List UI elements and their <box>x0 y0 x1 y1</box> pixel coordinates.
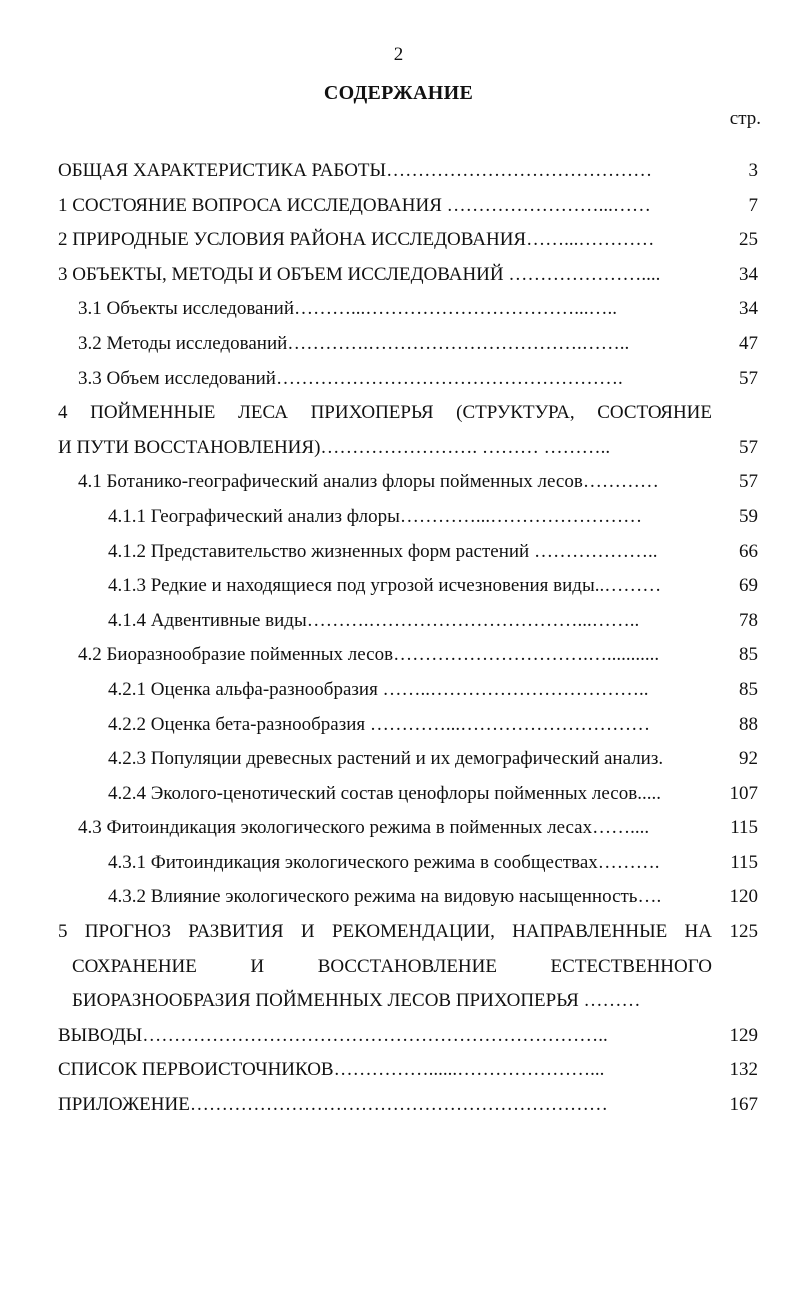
toc-entry-page: 78 <box>739 609 758 631</box>
toc-entry <box>58 638 758 673</box>
toc-entry <box>58 223 758 258</box>
toc-entry <box>58 742 758 777</box>
toc-entry-page: 92 <box>739 748 758 770</box>
toc-entry-page: 57 <box>739 471 758 493</box>
toc-entry <box>58 811 758 846</box>
toc-entry-title: 4 ПОЙМЕННЫЕ ЛЕСА ПРИХОПЕРЬЯ (СТРУКТУРА, СОСТОЯНИЕ <box>58 402 712 424</box>
toc-entry-page: 132 <box>729 1059 758 1081</box>
toc-entry-page: 129 <box>729 1024 758 1046</box>
page-title: СОДЕРЖАНИЕ <box>323 82 474 104</box>
toc-entry <box>58 1019 758 1054</box>
toc-entry <box>58 292 758 327</box>
toc-entry-title: И ПУТИ ВОССТАНОВЛЕНИЯ)……………………. ……… ……….. <box>58 436 611 458</box>
toc-entry-title: 4.1.4 Адвентивные виды……….……………………………...…….. <box>108 609 640 631</box>
toc-entry-page: 125 <box>729 921 758 943</box>
toc-entry-title: 4.2.3 Популяции древесных растений и их демографический анализ. <box>108 748 664 770</box>
page-column-label: стр. <box>729 108 761 129</box>
toc-entry-title: 4.2 Биоразнообразие пойменных лесов………………………….…........... <box>78 644 660 666</box>
toc-entry <box>58 189 758 224</box>
toc-entry-page: 115 <box>730 851 758 873</box>
toc-entry-page: 34 <box>739 263 758 285</box>
table-of-contents <box>58 154 758 1123</box>
toc-entry-title: 4.1.1 Географический анализ флоры…………...…………………… <box>108 505 643 527</box>
toc-entry <box>58 500 758 535</box>
toc-entry-title: 3 ОБЪЕКТЫ, МЕТОДЫ И ОБЪЕМ ИССЛЕДОВАНИЙ ………………….... <box>58 263 661 285</box>
toc-entry-title: 3.2 Методы исследований………….…………………………….…….. <box>78 332 630 354</box>
toc-entry-title: 4.2.4 Эколого-ценотический состав ценофлоры пойменных лесов..... <box>108 782 661 804</box>
toc-entry-title: 5 ПРОГНОЗ РАЗВИТИЯ И РЕКОМЕНДАЦИИ, НАПРАВЛЕННЫЕ НА <box>58 921 712 943</box>
toc-entry-page: 34 <box>739 298 758 320</box>
toc-entry-title: 3.1 Объекты исследований………...……………………………...….. <box>78 298 617 320</box>
toc-entry <box>58 708 758 743</box>
toc-entry-title: 3.3 Объем исследований………………………………………………. <box>78 367 623 389</box>
toc-entry-title: ПРИЛОЖЕНИЕ………………………………………………………… <box>58 1094 608 1116</box>
toc-entry <box>58 362 758 397</box>
toc-entry <box>58 673 758 708</box>
toc-entry-title: 4.1.2 Представительство жизненных форм растений ……………….. <box>108 540 658 562</box>
toc-entry <box>58 327 758 362</box>
toc-entry-title: 2 ПРИРОДНЫЕ УСЛОВИЯ РАЙОНА ИССЛЕДОВАНИЯ……...………… <box>58 229 655 251</box>
toc-entry-page: 7 <box>748 194 758 216</box>
toc-entry <box>58 777 758 812</box>
toc-entry-title: 4.3.1 Фитоиндикация экологического режима в сообществах………. <box>108 851 660 873</box>
toc-entry <box>58 880 758 915</box>
toc-entry-page: 57 <box>739 367 758 389</box>
toc-entry-page: 85 <box>739 678 758 700</box>
toc-entry-title: 4.2.2 Оценка бета-разнообразия …………...………………………… <box>108 713 651 735</box>
toc-entry-title: СПИСОК ПЕРВОИСТОЧНИКОВ……………......…………………... <box>58 1059 605 1081</box>
toc-entry-page: 107 <box>729 782 758 804</box>
toc-entry <box>58 431 758 466</box>
toc-entry-page: 57 <box>739 436 758 458</box>
toc-entry-page: 85 <box>739 644 758 666</box>
toc-entry-title: 4.3 Фитоиндикация экологического режима в пойменных лесах…….... <box>78 817 650 839</box>
toc-entry-page: 47 <box>739 332 758 354</box>
toc-entry <box>58 950 758 985</box>
toc-entry <box>58 604 758 639</box>
toc-entry <box>58 846 758 881</box>
toc-entry-title: 4.1 Ботанико-географический анализ флоры пойменных лесов………… <box>78 471 659 493</box>
toc-entry <box>58 1088 758 1123</box>
toc-entry-title: ОБЩАЯ ХАРАКТЕРИСТИКА РАБОТЫ…………………………………… <box>58 160 653 181</box>
toc-entry-page: 3 <box>748 160 758 181</box>
toc-entry <box>58 984 758 1019</box>
toc-entry-title: 4.3.2 Влияние экологического режима на видовую насыщенность…. <box>108 886 662 908</box>
toc-entry-page: 167 <box>729 1094 758 1116</box>
toc-entry-page: 115 <box>730 817 758 839</box>
toc-entry-title: 4.2.1 Оценка альфа-разнообразия ……..…………………………….. <box>108 678 649 700</box>
toc-entry <box>58 465 758 500</box>
toc-entry-title: СОХРАНЕНИЕ И ВОССТАНОВЛЕНИЕ ЕСТЕСТВЕННОГО <box>72 955 712 977</box>
toc-entry-page: 59 <box>739 505 758 527</box>
toc-entry <box>58 154 758 189</box>
toc-entry-page: 69 <box>739 575 758 597</box>
toc-entry <box>58 915 758 950</box>
toc-entry-page: 88 <box>739 713 758 735</box>
toc-entry-title: 4.1.3 Редкие и находящиеся под угрозой исчезновения виды..……… <box>108 575 662 597</box>
toc-entry-page: 120 <box>729 886 758 908</box>
toc-entry-title: БИОРАЗНООБРАЗИЯ ПОЙМЕННЫХ ЛЕСОВ ПРИХОПЕРЬЯ ……… <box>72 990 641 1012</box>
toc-entry <box>58 535 758 570</box>
toc-entry <box>58 258 758 293</box>
toc-entry-title: ВЫВОДЫ……………………………………………………………….. <box>58 1024 608 1046</box>
page-number: 2 <box>393 44 404 65</box>
toc-entry-title: 1 СОСТОЯНИЕ ВОПРОСА ИССЛЕДОВАНИЯ ……………………...…… <box>58 194 651 216</box>
toc-entry-page: 66 <box>739 540 758 562</box>
toc-entry <box>58 396 758 431</box>
toc-entry-page: 25 <box>739 229 758 251</box>
toc-entry <box>58 569 758 604</box>
toc-entry <box>58 1053 758 1088</box>
